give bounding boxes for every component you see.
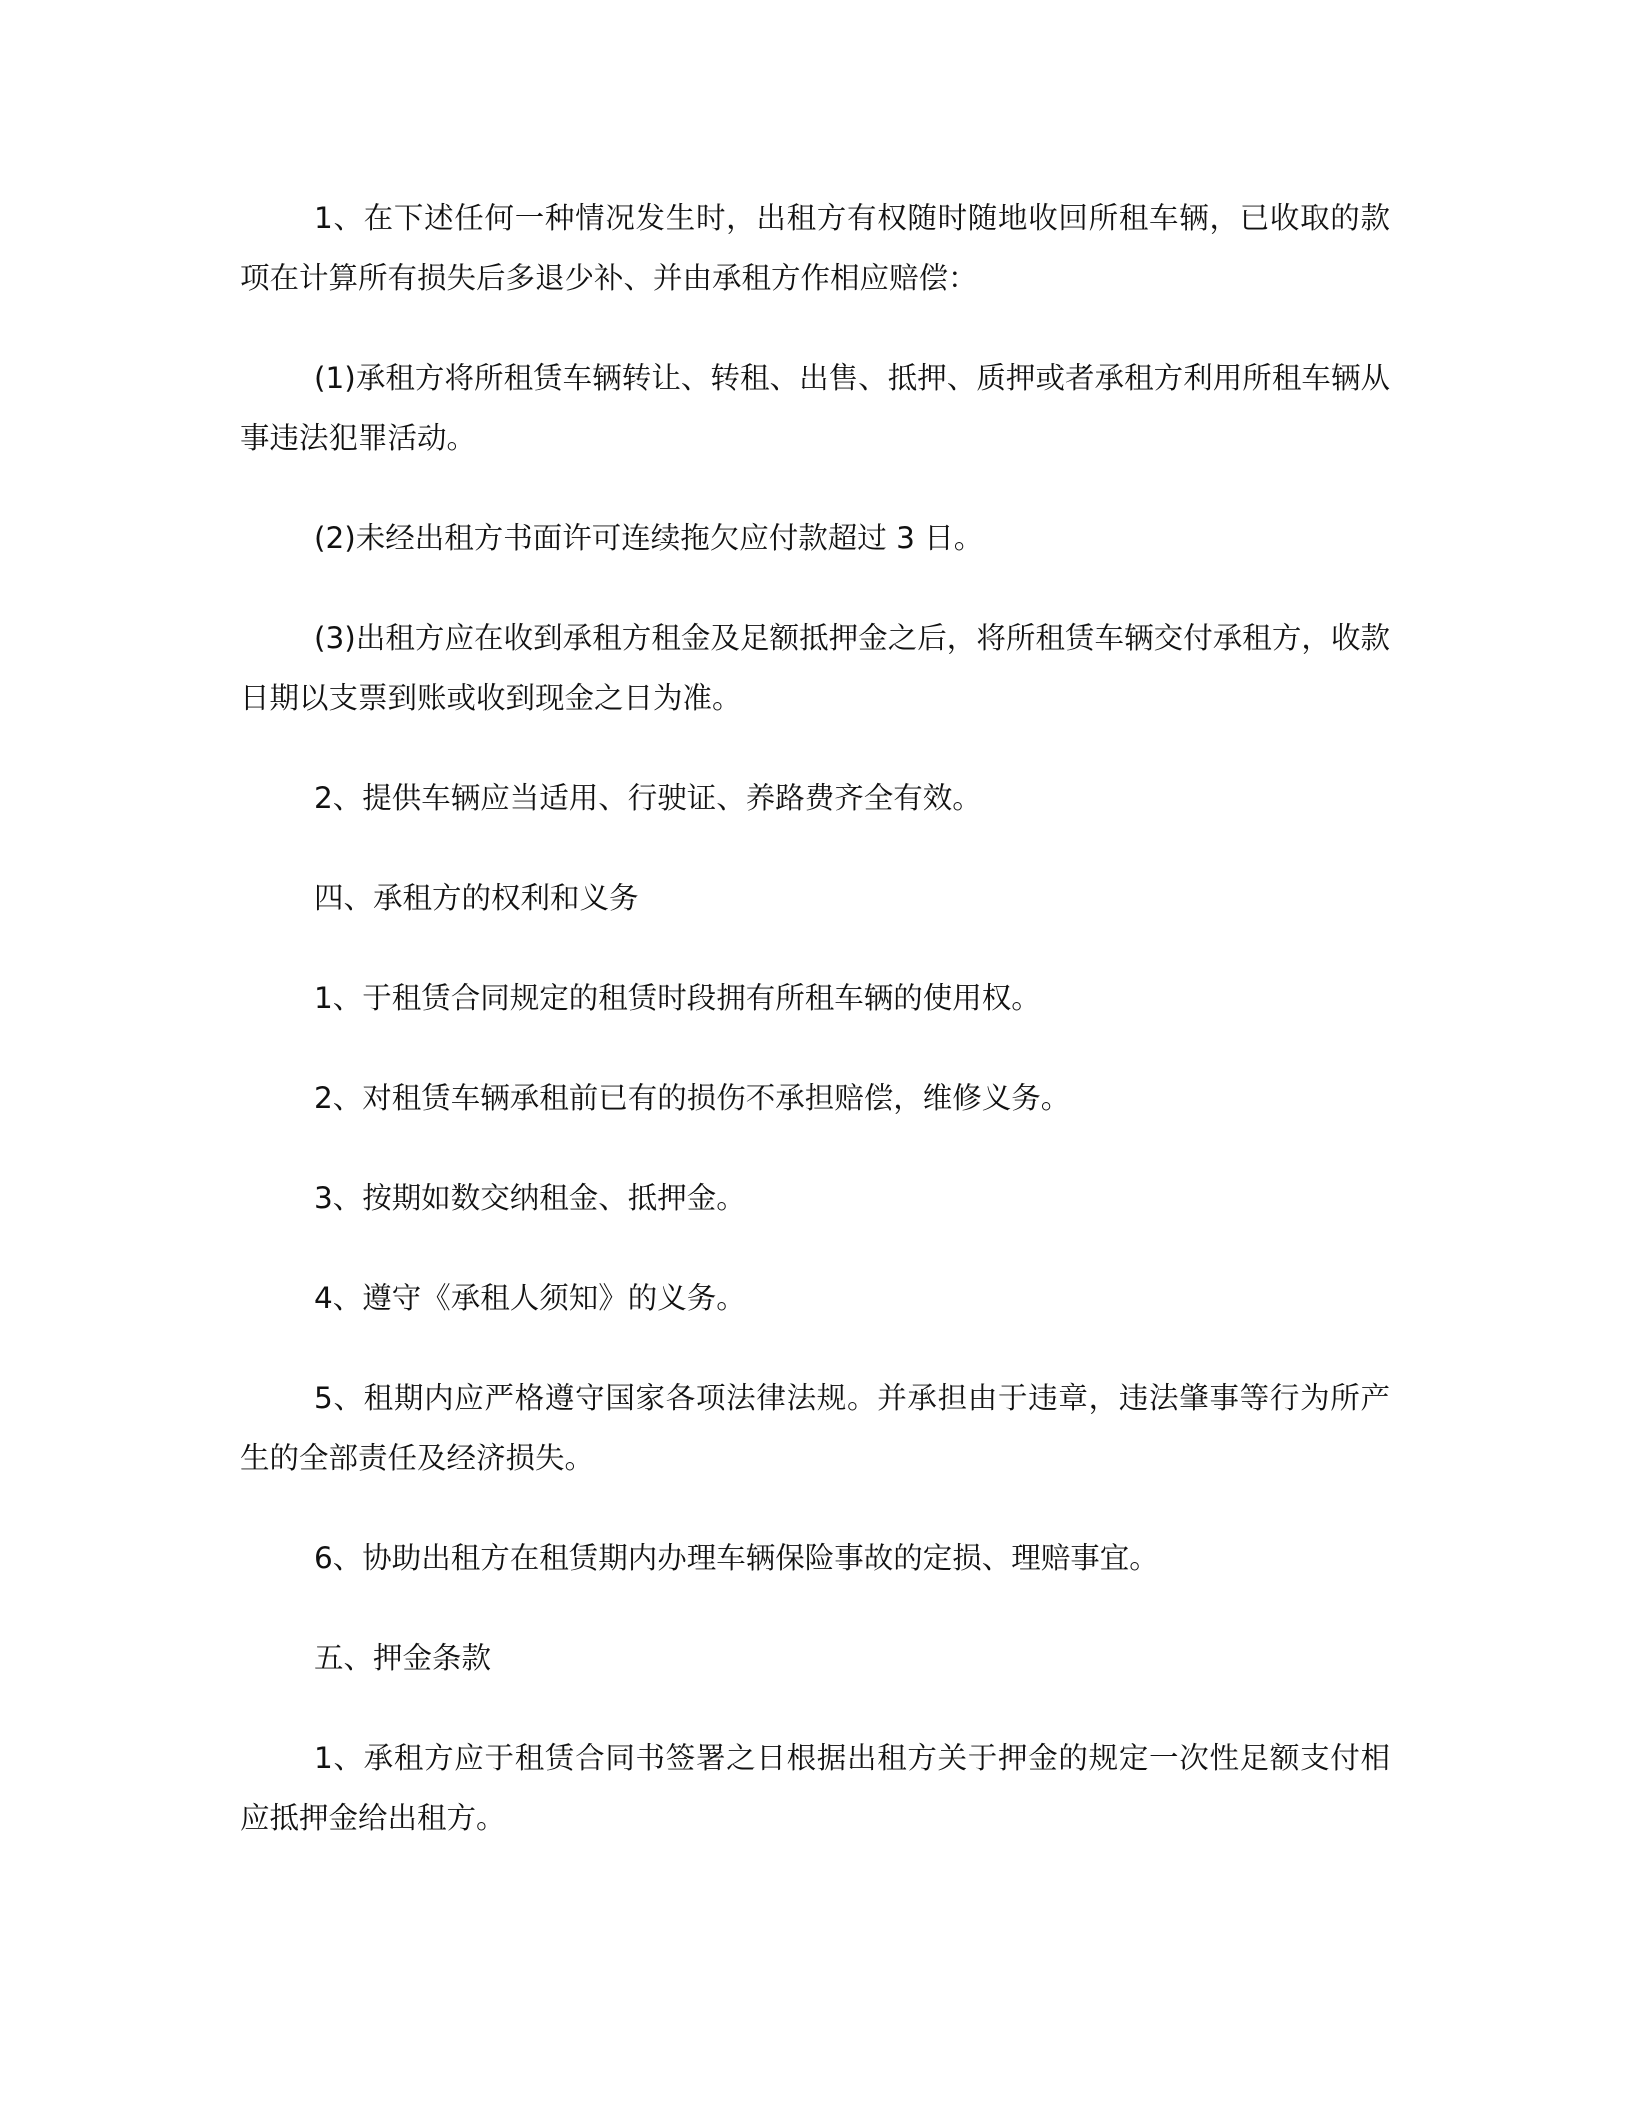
clause-paragraph: 2、对租赁车辆承租前已有的损伤不承担赔偿，维修义务。 bbox=[314, 1081, 1071, 1115]
clause-paragraph: 1、承租方应于租赁合同书签署之日根据出租方关于押金的规定一次性足额支付相应抵押金给出租方。 bbox=[240, 1741, 1390, 1835]
clause-paragraph: (1)承租方将所租赁车辆转让、转租、出售、抵押、质押或者承租方利用所租车辆从事违法犯罪活动。 bbox=[240, 361, 1390, 455]
clause-paragraph: 5、租期内应严格遵守国家各项法律法规。并承担由于违章，违法肇事等行为所产生的全部责任及经济损失。 bbox=[240, 1381, 1390, 1475]
clause-paragraph: (3)出租方应在收到承租方租金及足额抵押金之后，将所租赁车辆交付承租方，收款日期以支票到账或收到现金之日为准。 bbox=[240, 621, 1390, 715]
section-heading: 五、押金条款 bbox=[314, 1641, 492, 1675]
clause-paragraph: 4、遵守《承租人须知》的义务。 bbox=[314, 1281, 746, 1315]
clause-paragraph: (2)未经出租方书面许可连续拖欠应付款超过 3 日。 bbox=[314, 521, 984, 555]
document-body bbox=[240, 188, 1390, 1848]
clause-paragraph: 1、在下述任何一种情况发生时，出租方有权随时随地收回所租车辆，已收取的款项在计算所有损失后多退少补、并由承租方作相应赔偿： bbox=[240, 201, 1390, 295]
section-heading: 四、承租方的权利和义务 bbox=[314, 881, 639, 915]
clause-paragraph: 1、于租赁合同规定的租赁时段拥有所租车辆的使用权。 bbox=[314, 981, 1041, 1015]
clause-paragraph: 2、提供车辆应当适用、行驶证、养路费齐全有效。 bbox=[314, 781, 982, 815]
clause-paragraph: 3、按期如数交纳租金、抵押金。 bbox=[314, 1181, 746, 1215]
clause-paragraph: 6、协助出租方在租赁期内办理车辆保险事故的定损、理赔事宜。 bbox=[314, 1541, 1159, 1575]
